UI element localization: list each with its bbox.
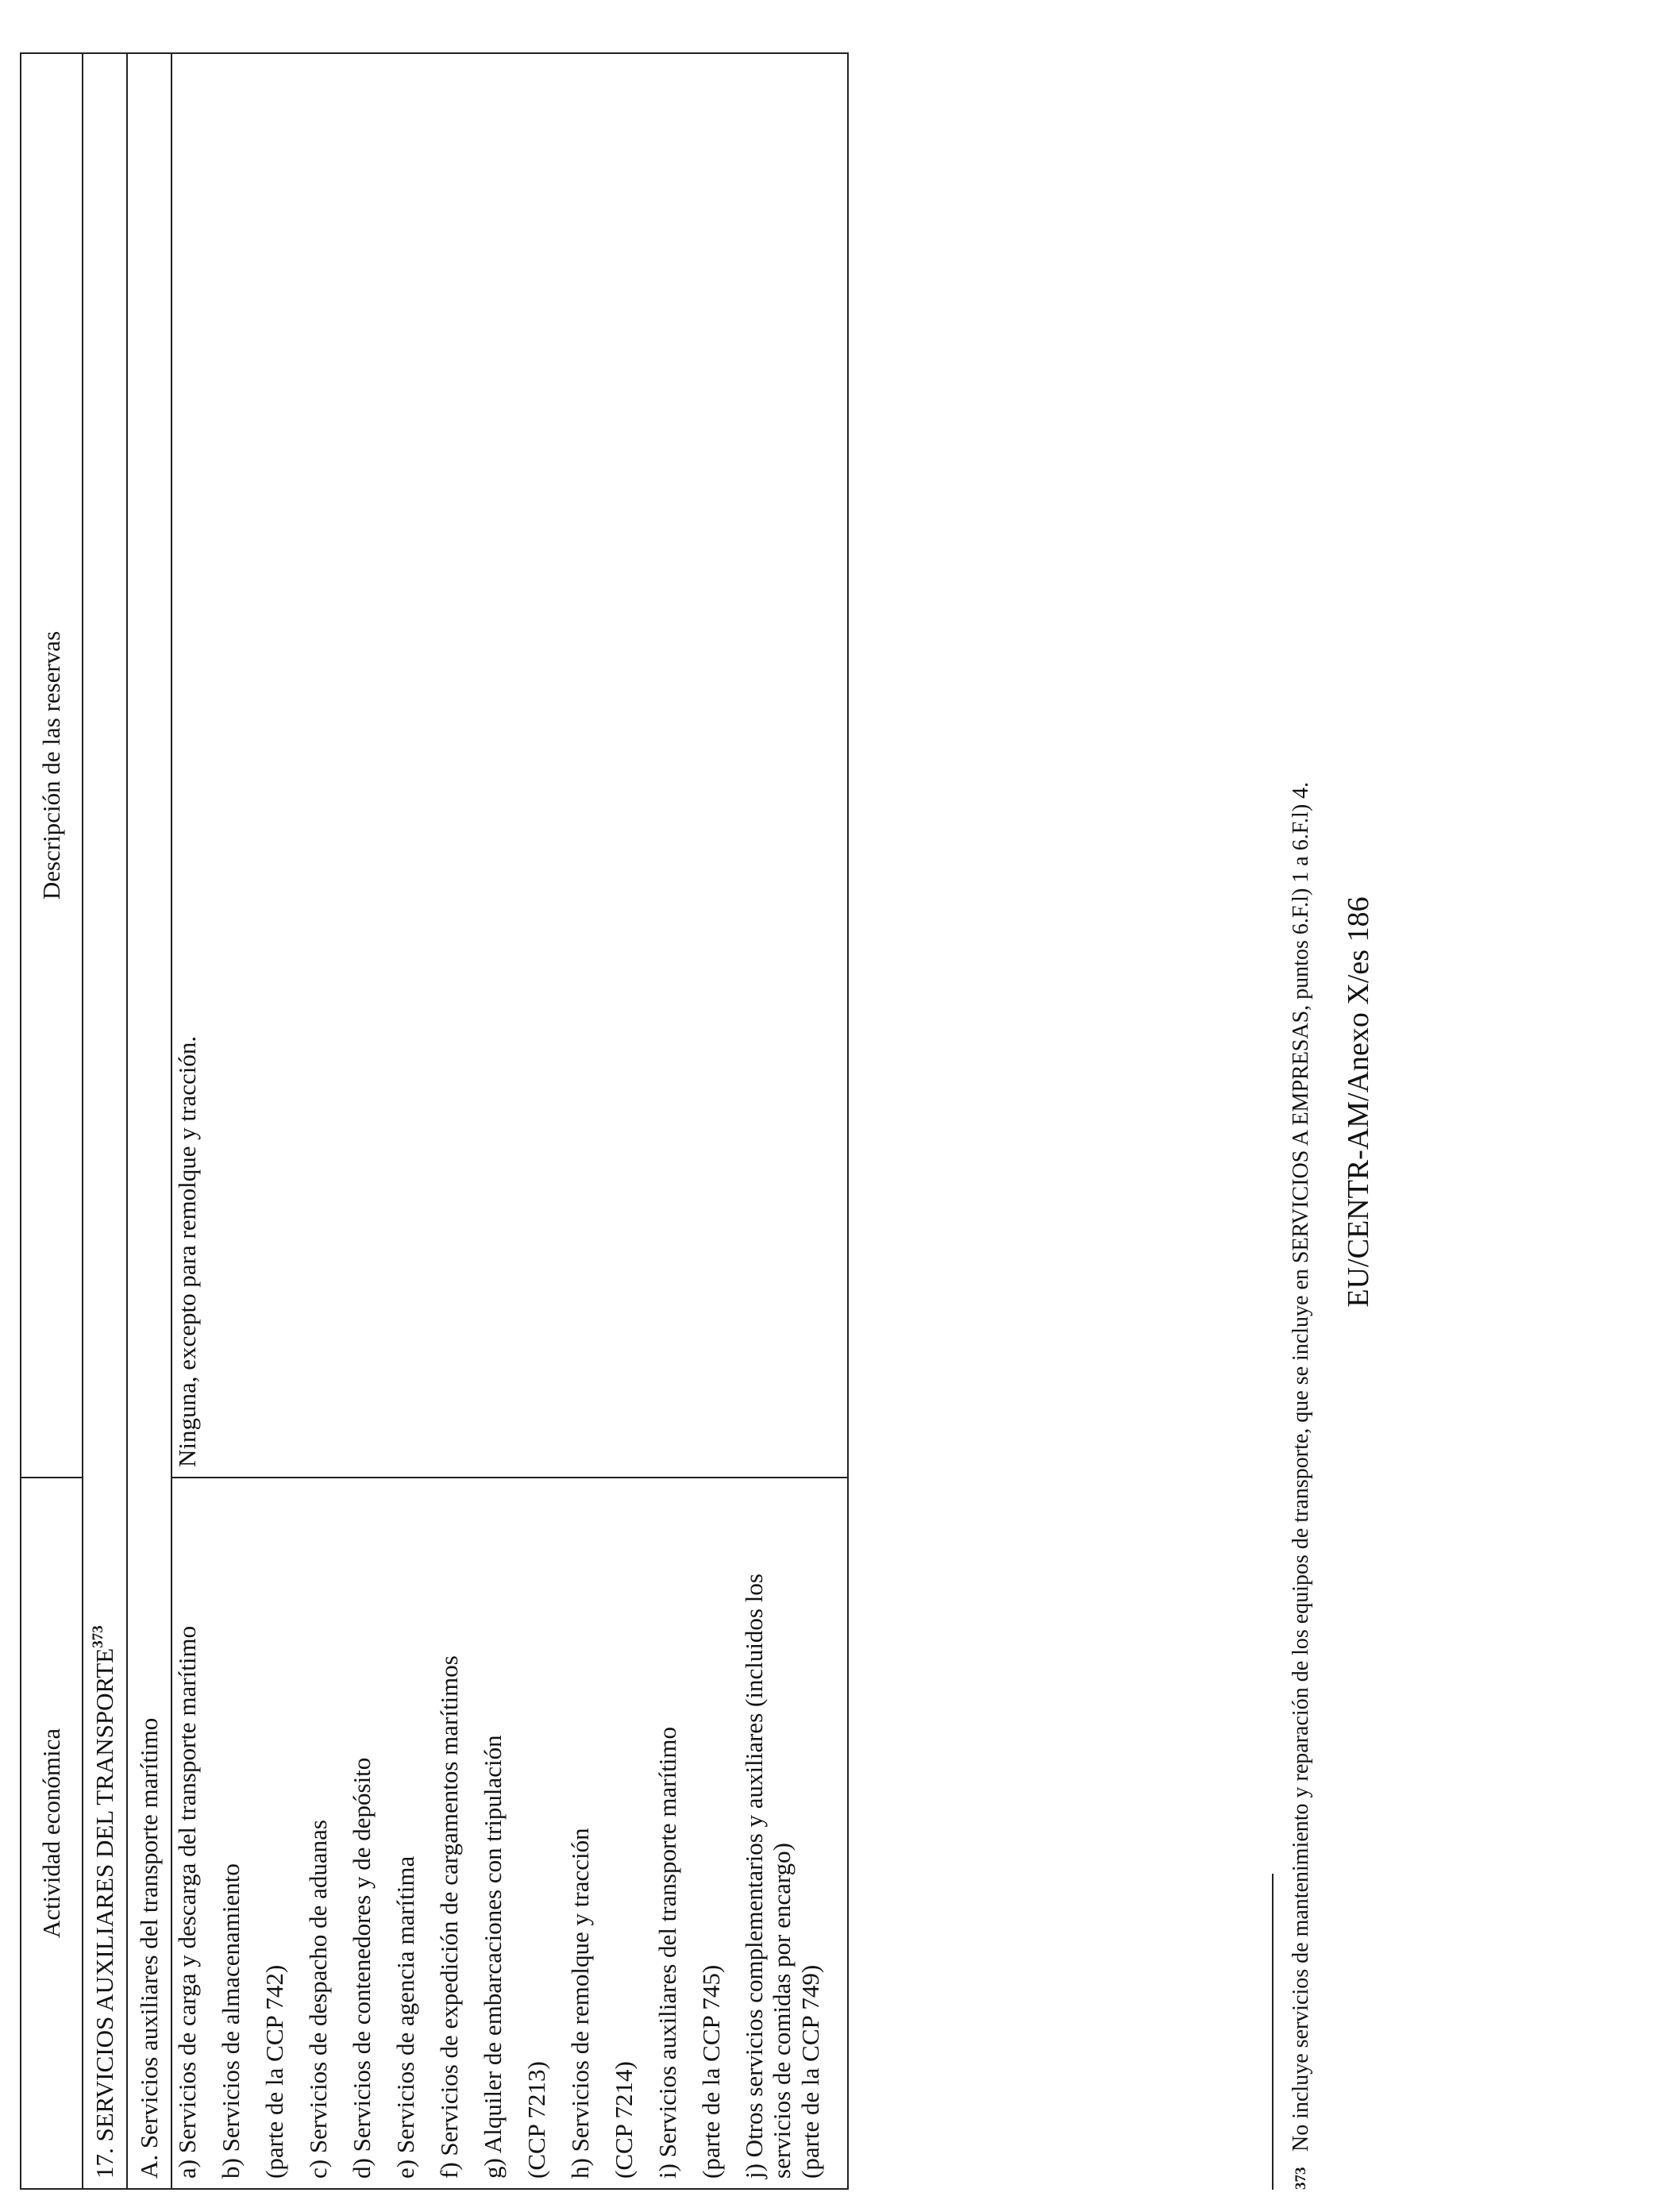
page-footer-reference: EU/CENTR-AM/Anexo X/es 186 — [1342, 896, 1375, 1308]
section-row — [83, 53, 127, 2189]
activity-list-cell — [171, 1478, 848, 2189]
activity-item: b) Servicios de almacenamiento — [217, 1863, 245, 2179]
activity-item: j) Otros servicios complementarios y auxiliares (incluidos los servicios de comidas por encargo) — [740, 1574, 796, 2179]
table-row — [171, 53, 848, 2189]
activity-item: f) Servicios de expedición de cargamentos marítimos — [435, 1655, 463, 2179]
footnote — [1288, 46, 1315, 2190]
activity-item: e) Servicios de agencia marítima — [391, 1855, 419, 2179]
subsection-title: A. Servicios auxiliares del transporte marítimo — [127, 53, 171, 2189]
activity-item: a) Servicios de carga y descarga del transporte marítimo — [173, 1625, 201, 2179]
activity-item: g) Alquiler de embarcaciones con tripulación — [479, 1735, 507, 2179]
header-activity: Actividad económica — [21, 1478, 83, 2189]
activity-item: c) Servicios de despacho de aduanas — [304, 1820, 332, 2179]
activity-item: d) Servicios de contenedores y de depósito — [348, 1757, 376, 2179]
subsection-row — [127, 53, 171, 2189]
section-title: 17. SERVICIOS AUXILIARES DEL TRANSPORTE — [91, 1647, 118, 2179]
table-header-row — [21, 53, 83, 2189]
activity-item: (parte de la CCP 745) — [697, 1964, 725, 2179]
activity-item: h) Servicios de remolque y tracción — [566, 1828, 594, 2179]
activity-item: (CCP 7213) — [522, 2061, 550, 2179]
activity-item: (CCP 7214) — [610, 2061, 638, 2179]
activity-item: (parte de la CCP 749) — [796, 1964, 824, 2179]
header-description: Descripción de las reservas — [21, 53, 83, 1478]
reservations-table — [20, 52, 849, 2190]
footnote-number: 373 — [1293, 2167, 1309, 2190]
footnote-text: No incluye servicios de mantenimiento y reparación de los equipos de transporte, que se incluye en SERVICIOS A EMPRESAS, puntos 6.F.l) 1 a 6.F.l) 4. — [1289, 781, 1313, 2152]
reservation-description: Ninguna, excepto para remolque y tracción. — [171, 53, 848, 1478]
section-title-cell — [83, 53, 127, 2189]
activity-item: i) Servicios auxiliares del transporte marítimo — [653, 1726, 681, 2179]
section-footnote-ref: 373 — [89, 1625, 106, 1648]
footnote-divider — [1272, 1874, 1273, 2190]
activity-item: (parte de la CCP 742) — [260, 1964, 288, 2179]
